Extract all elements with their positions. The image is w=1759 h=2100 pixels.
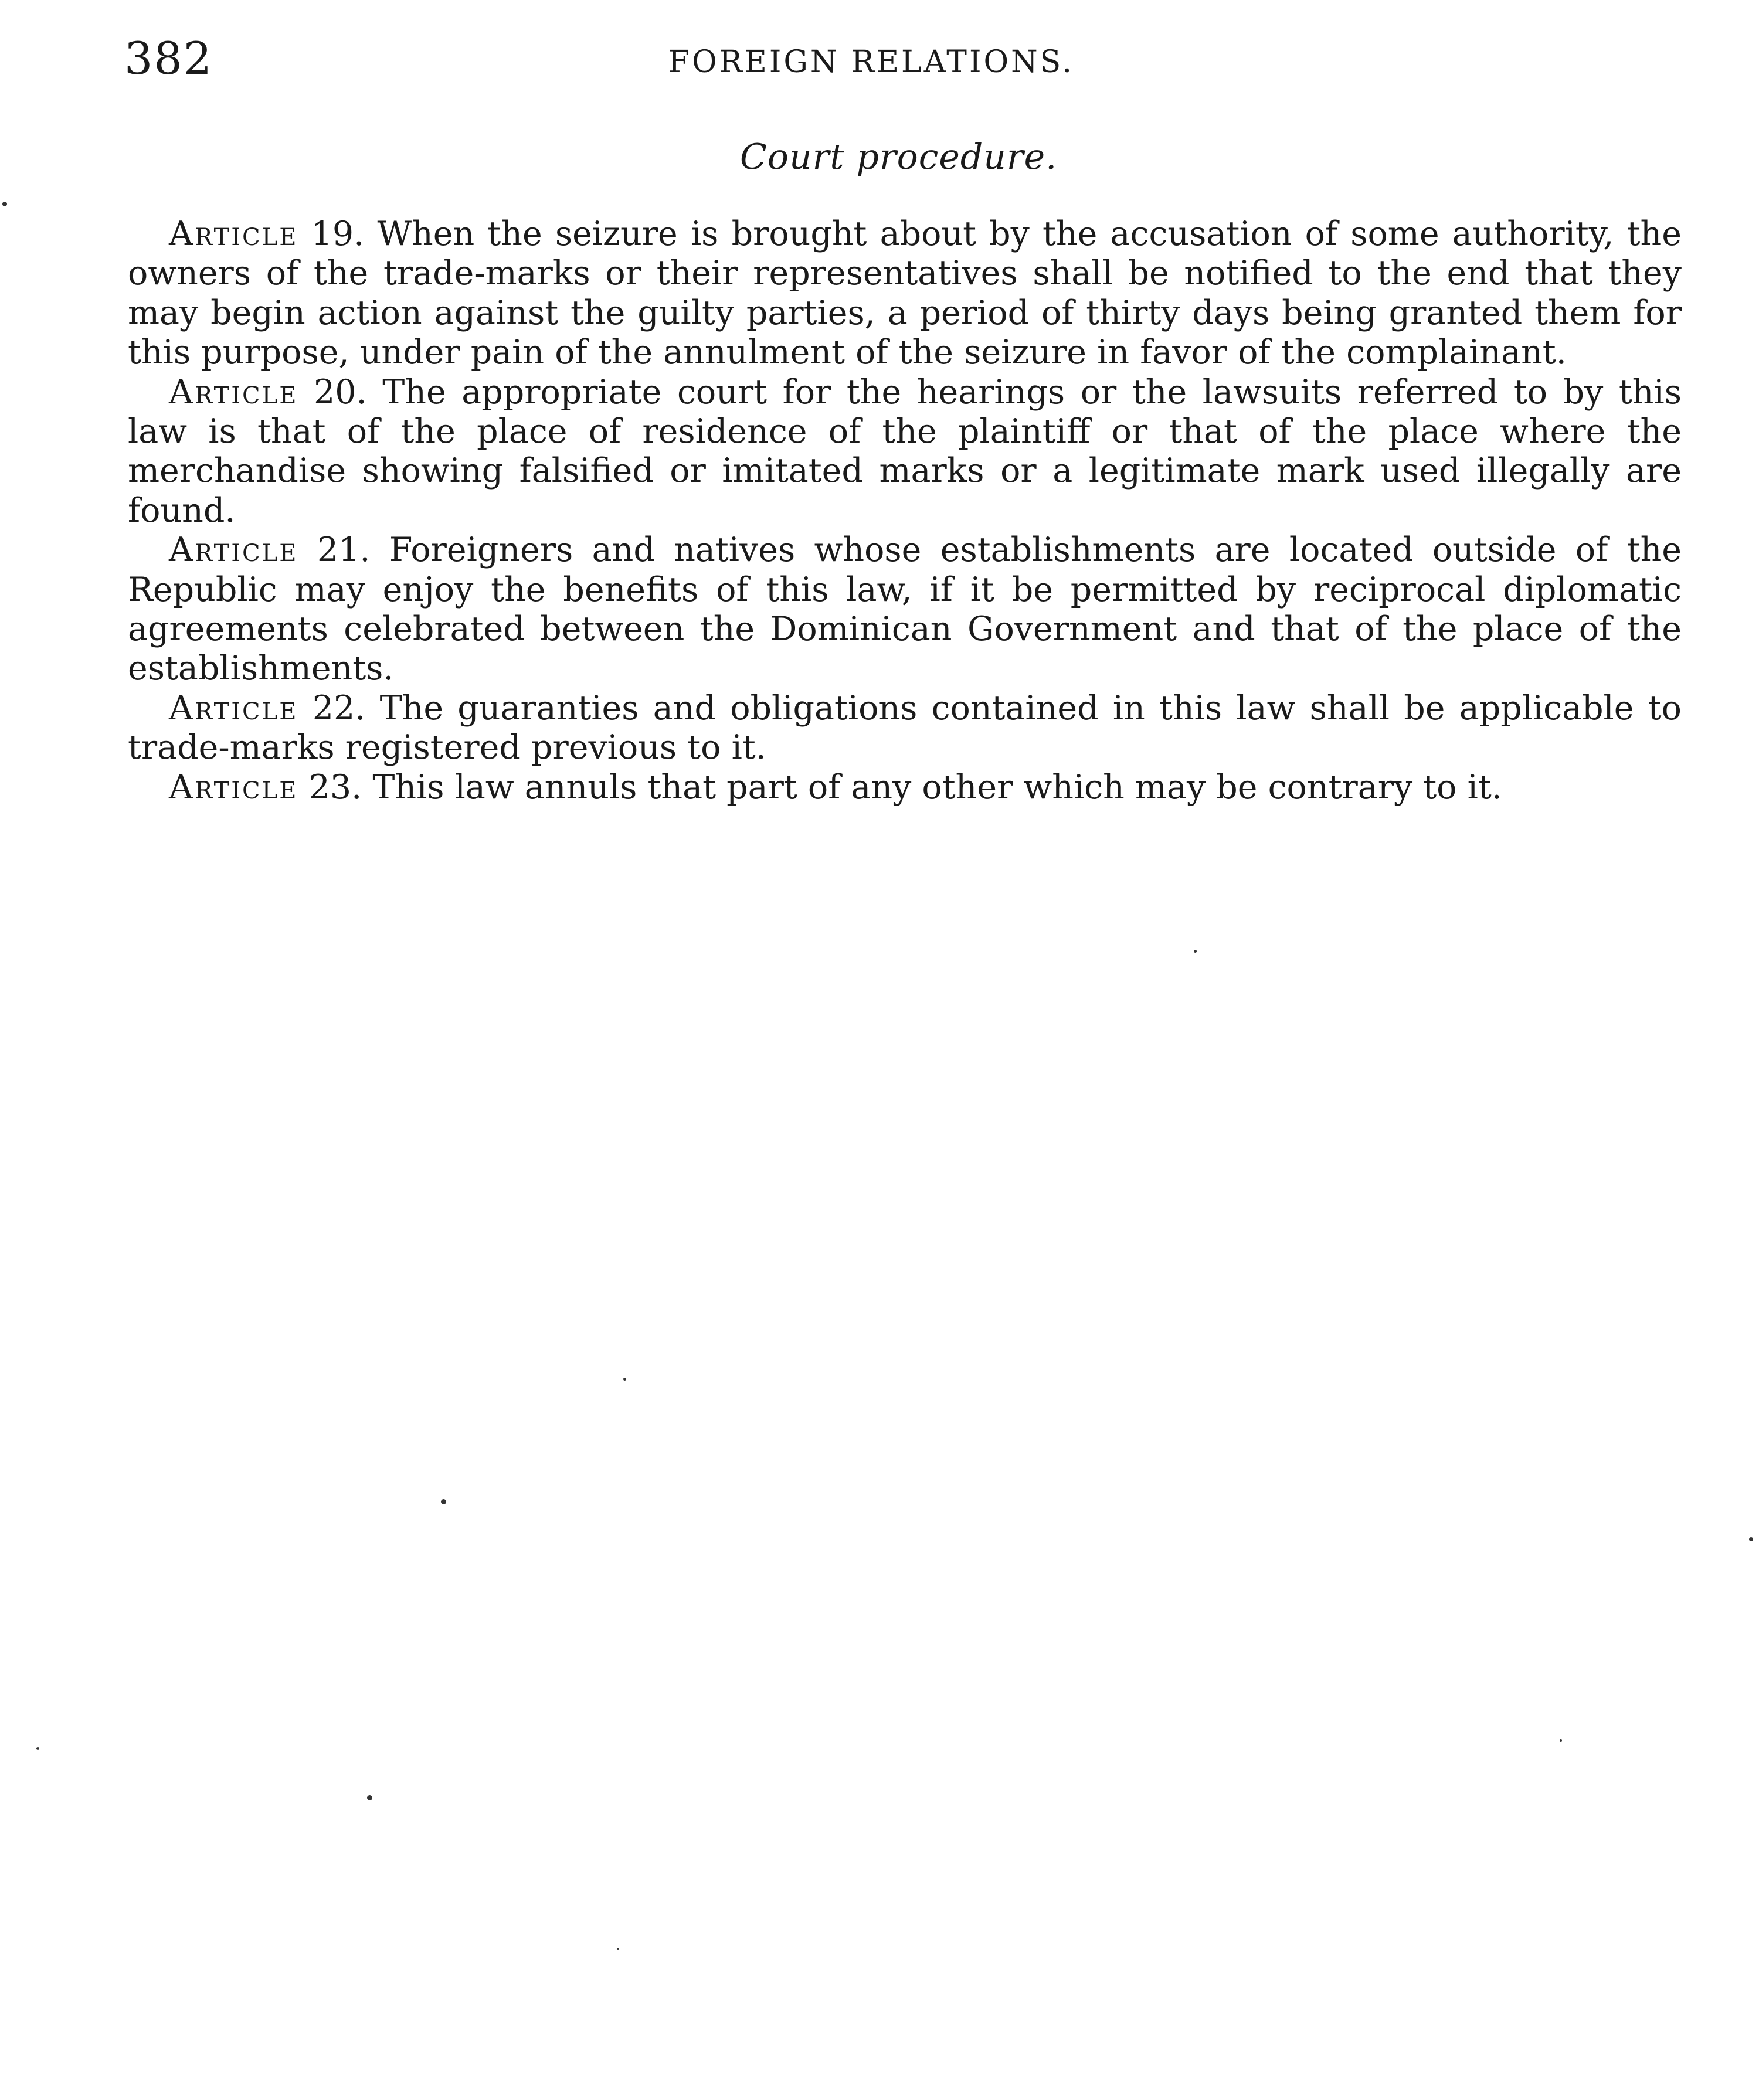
article-text: This law annuls that part of any other which may be contrary to it. xyxy=(372,767,1502,807)
article-label: Article xyxy=(169,215,298,253)
article-label: Article xyxy=(169,531,298,570)
scan-speck xyxy=(36,1747,39,1750)
article-22 xyxy=(128,689,1682,768)
article-text: The appropriate court for the hearings or the lawsuits referred to by this law is that of the place of residence of the plaintiff or that of the place where the merchandise showing falsified or imitated marks or a legitimate mark used illegally are found. xyxy=(128,372,1682,530)
article-number: 19. xyxy=(311,215,365,253)
scan-speck xyxy=(1749,1537,1753,1541)
scan-speck xyxy=(1194,950,1197,953)
article-19 xyxy=(128,215,1682,373)
scan-speck xyxy=(617,1948,619,1950)
article-number: 20. xyxy=(314,372,367,412)
article-label: Article xyxy=(169,767,298,807)
scan-speck xyxy=(2,202,7,206)
scan-speck xyxy=(623,1378,626,1381)
article-number: 21. xyxy=(317,531,371,570)
article-label: Article xyxy=(169,372,298,412)
article-number: 23. xyxy=(308,767,362,807)
page-number: 382 xyxy=(124,32,213,84)
section-heading: Court procedure. xyxy=(740,137,1058,178)
article-20 xyxy=(128,373,1682,531)
article-label: Article xyxy=(169,688,298,728)
scan-speck xyxy=(1560,1739,1562,1742)
article-text: The guaranties and obligations contained in this law shall be applicable to trade-marks registered previous to it. xyxy=(128,688,1682,767)
article-21 xyxy=(128,531,1682,689)
running-head: FOREIGN RELATIONS. xyxy=(668,45,1074,80)
article-text: When the seizure is brought about by the accusation of some authority, the owners of the trade-marks or their representatives shall be notified to the end that they may begin action against the guilty parties, a period of thirty days being granted them for this purpose, under pain of the annulment of the seizure in favor of the complainant. xyxy=(128,215,1682,372)
article-23 xyxy=(128,768,1682,807)
scan-speck xyxy=(441,1499,446,1504)
article-number: 22. xyxy=(312,688,366,728)
scan-speck xyxy=(367,1795,372,1800)
article-list xyxy=(128,215,1682,807)
article-text: Foreigners and natives whose establishments are located outside of the Republic may enjoy the benefits of this law, if it be permitted by reciprocal diplomatic agreements celebrated between the Dominican Government and that of the place of the establishments. xyxy=(128,531,1682,688)
